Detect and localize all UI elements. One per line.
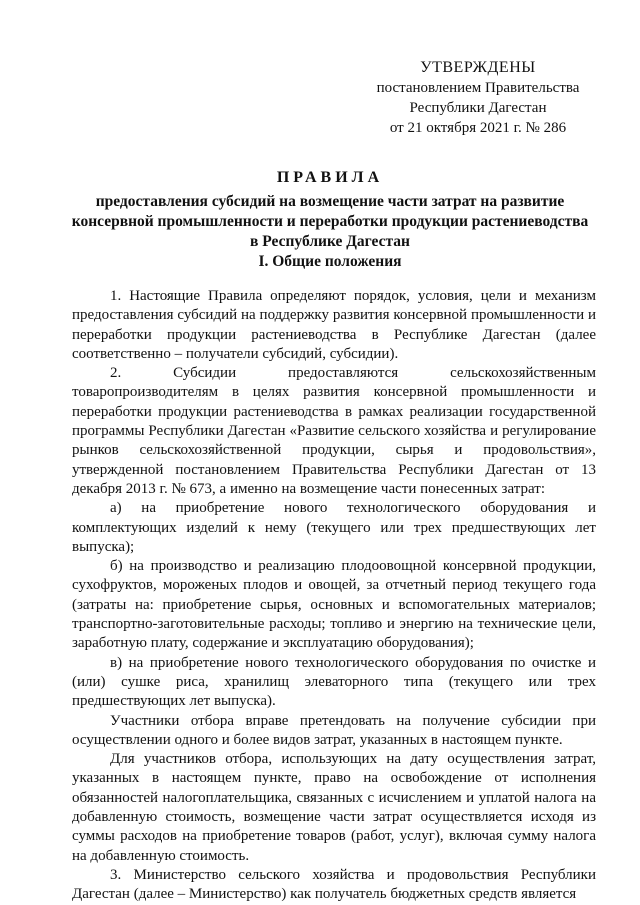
paragraph-3: 3. Министерство сельского хозяйства и продовольствия Республики Дагестан (далее – Министерство) как получатель бюджетных средств является bbox=[72, 866, 596, 903]
approval-line-1: постановлением Правительства bbox=[376, 80, 580, 96]
paragraph-2: 2. Субсидии предоставляются сельскохозяйственным товаропроизводителям в целях развития консервной промышленности и переработки продукции растениеводства в рамках реализации государственной программы Республики Дагестан «Развитие сельского хозяйства и регулирование рынков сельскохозяйственной продукции, сырья и продовольствия», утвержденной постановлением Правительства Республики Дагестан от 13 декабря 2013 г. № 673, а именно на возмещение части понесенных затрат: bbox=[72, 365, 596, 497]
approval-line-3: от 21 октября 2021 г. № 286 bbox=[389, 120, 567, 136]
approval-line-2: Республики Дагестан bbox=[409, 100, 547, 116]
document-subtitle: предоставления субсидий на возмещение части затрат на развитие консервной промышленности и переработки продукции растениеводства в Республике Дагестан bbox=[71, 193, 589, 250]
paragraph-2c: в) на приобретение нового технологического оборудования по очистке и (или) сушке риса, хранилищ элеваторного типа (текущего или трех предшествующих лет выпуска). bbox=[72, 654, 596, 710]
paragraph-1: 1. Настоящие Правила определяют порядок, условия, цели и механизм предоставления субсидий на поддержку развития консервной промышленности и переработки продукции растениеводства в Республике Дагестан (далее соответственно – получатели субсидий, субсидии). bbox=[72, 288, 596, 362]
section-heading: I. Общие положения bbox=[258, 253, 402, 270]
paragraph-vat: Для участников отбора, использующих на дату осуществления затрат, указанных в настоящем пункте, право на освобождение от исполнения обязанностей налогоплательщика, связанных с исчислением и уплатой налога на добавленную стоимость, возмещение части затрат осуществляется исходя из суммы расходов на приобретение товаров (работ, услуг), включая сумму налога на добавленную стоимость. bbox=[72, 751, 596, 864]
approval-stamp-block bbox=[358, 58, 598, 138]
paragraph-2a: а) на приобретение нового технологического оборудования и комплектующих изделий к нему (текущего или трех предшествующих лет выпуска); bbox=[72, 500, 596, 555]
document-body bbox=[72, 287, 596, 905]
approval-heading: УТВЕРЖДЕНЫ bbox=[420, 59, 536, 76]
paragraph-participants: Участники отбора вправе претендовать на получение субсидии при осуществлении одного и более видов затрат, указанных в настоящем пункте. bbox=[72, 712, 596, 748]
paragraph-2b: б) на производство и реализацию плодоовощной консервной продукции, сухофруктов, мороженых плодов и овощей, за отчетный период текущего года (затраты на: приобретение сырья, основных и вспомогательных материалов; транспортно-заготовительные расходы; топливо и энергию на технические цели, заработную плату, содержание и эксплуатацию оборудования); bbox=[72, 558, 596, 652]
document-title-block bbox=[70, 168, 590, 252]
document-title: ПРАВИЛА bbox=[276, 169, 384, 186]
